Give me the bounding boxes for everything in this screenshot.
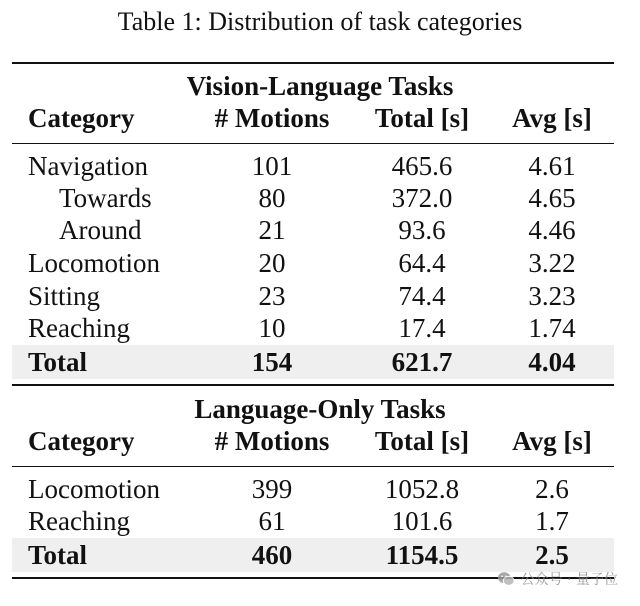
table-row — [12, 280, 614, 312]
cell-total: 465.6 — [391, 151, 453, 181]
header-category: Category — [28, 426, 135, 456]
cell-category: Around — [59, 215, 142, 245]
header-total: Total [s] — [374, 426, 470, 456]
cell-category: Total — [28, 540, 88, 570]
cell-motions: 154 — [251, 347, 293, 377]
cell-motions: 21 — [258, 215, 286, 245]
cell-total: 64.4 — [398, 248, 446, 278]
cell-total: 17.4 — [398, 313, 446, 343]
cell-category: Locomotion — [28, 248, 160, 278]
cell-total: 1052.8 — [384, 474, 460, 504]
header-rule — [12, 143, 614, 144]
cell-motions: 101 — [251, 151, 293, 181]
table-caption: Table 1: Distribution of task categories — [117, 7, 523, 36]
table-row — [12, 150, 614, 182]
section-rule — [12, 384, 614, 386]
cell-motions: 10 — [258, 313, 286, 343]
language-only-header-row — [12, 425, 614, 457]
cell-motions: 61 — [258, 506, 286, 536]
header-avg: Avg [s] — [512, 426, 592, 456]
vision-language-title: Vision-Language Tasks — [186, 71, 454, 101]
cell-motions: 80 — [258, 183, 286, 213]
table-row — [12, 473, 614, 505]
table-row — [12, 505, 614, 537]
cell-avg: 4.61 — [528, 151, 576, 181]
cell-motions: 399 — [251, 474, 293, 504]
cell-total: 101.6 — [391, 506, 453, 536]
cell-total: 372.0 — [391, 183, 453, 213]
table-row — [12, 182, 614, 214]
cell-avg: 2.6 — [535, 474, 569, 504]
cell-total: 93.6 — [398, 215, 446, 245]
top-rule — [12, 62, 614, 64]
cell-motions: 20 — [258, 248, 286, 278]
cell-avg: 3.22 — [528, 248, 576, 278]
cell-avg: 3.23 — [528, 281, 576, 311]
watermark — [497, 566, 618, 592]
table-row — [12, 312, 614, 344]
header-total: Total [s] — [374, 103, 470, 133]
wechat-icon — [497, 570, 515, 588]
cell-avg: 1.7 — [535, 506, 569, 536]
cell-category: Reaching — [28, 506, 130, 536]
header-category: Category — [28, 103, 135, 133]
header-motions: # Motions — [214, 426, 330, 456]
header-avg: Avg [s] — [512, 103, 592, 133]
cell-avg: 1.74 — [528, 313, 576, 343]
header-rule — [12, 466, 614, 467]
language-only-title: Language-Only Tasks — [194, 394, 446, 424]
vision-language-total-row — [12, 345, 614, 379]
cell-category: Sitting — [28, 281, 101, 311]
cell-total: 74.4 — [398, 281, 446, 311]
cell-category: Towards — [59, 183, 152, 213]
cell-motions: 23 — [258, 281, 286, 311]
cell-category: Total — [28, 347, 88, 377]
cell-avg: 4.65 — [528, 183, 576, 213]
cell-category: Reaching — [28, 313, 130, 343]
cell-avg: 2.5 — [535, 540, 569, 570]
cell-avg: 4.46 — [528, 215, 576, 245]
table-row — [12, 214, 614, 246]
cell-category: Navigation — [28, 151, 148, 181]
cell-total: 621.7 — [391, 347, 453, 377]
cell-total: 1154.5 — [385, 540, 459, 570]
cell-avg: 4.04 — [528, 347, 576, 377]
vision-language-header-row — [12, 102, 614, 134]
header-motions: # Motions — [214, 103, 330, 133]
cell-category: Locomotion — [28, 474, 160, 504]
table-row — [12, 247, 614, 279]
watermark-text: 公众号 · 量子位 — [520, 572, 618, 588]
cell-motions: 460 — [251, 540, 293, 570]
